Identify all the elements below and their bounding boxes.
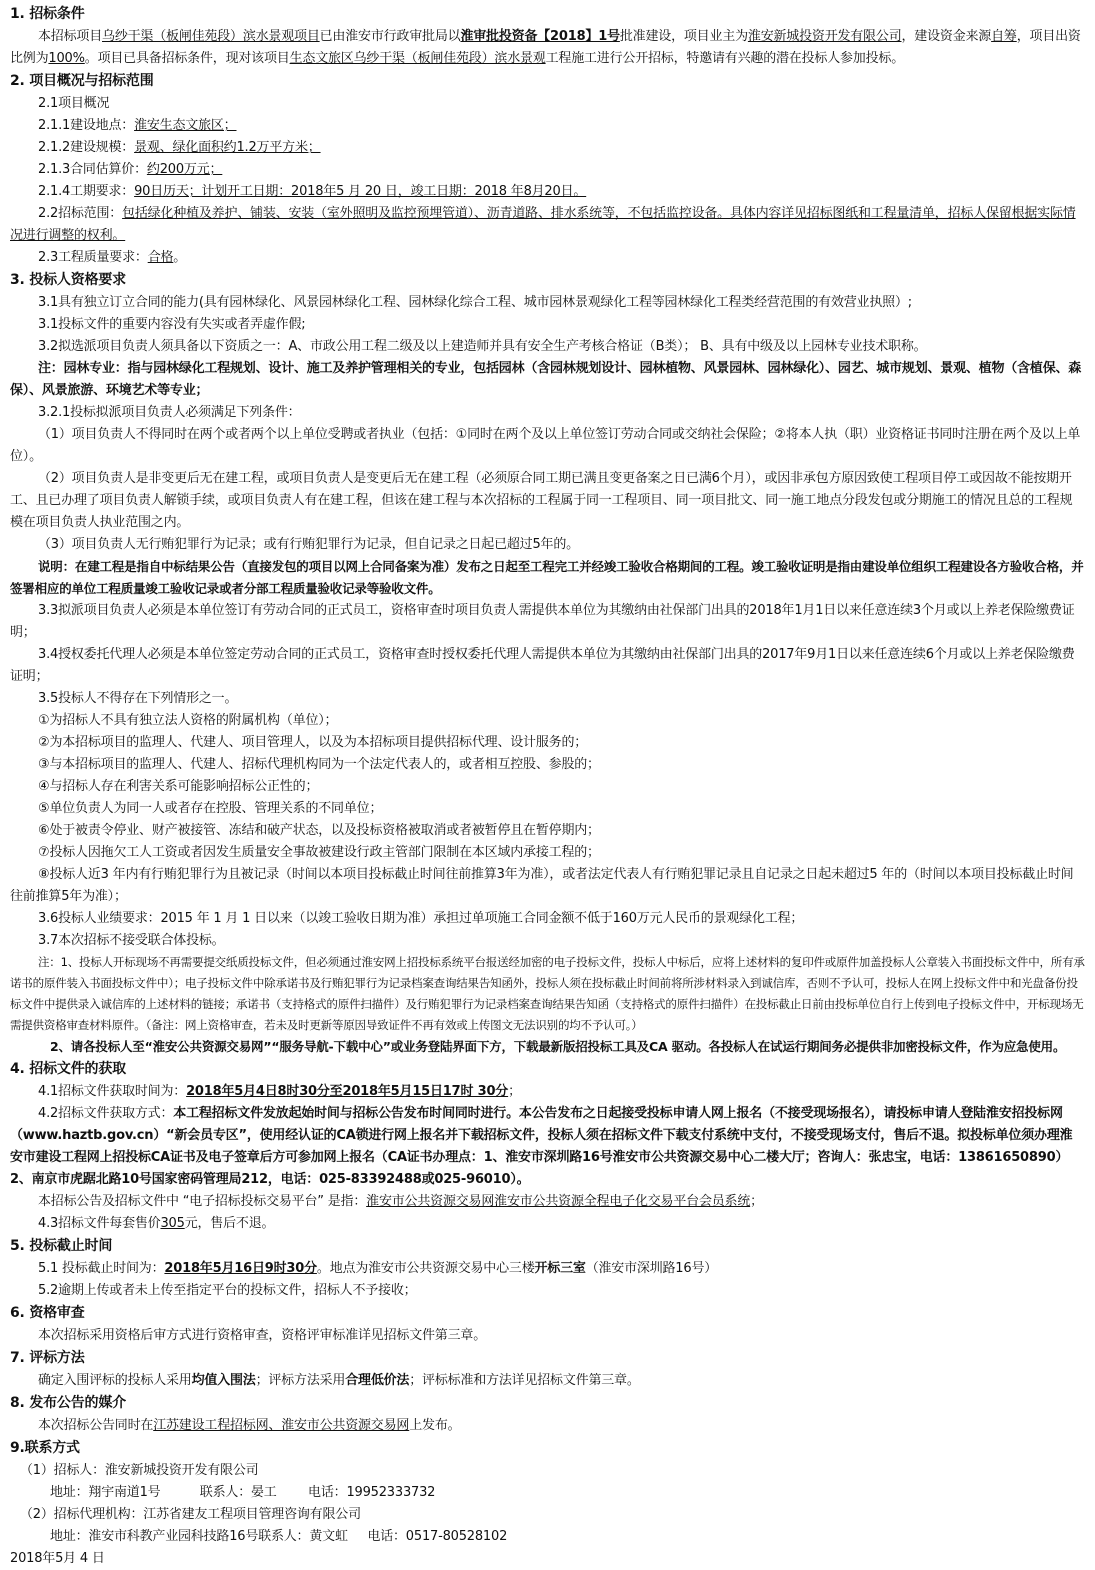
deadline: 2018年5月16日9时30分	[164, 1261, 317, 1276]
method-b: 合理低价法	[345, 1373, 410, 1388]
doc-price-line	[10, 1213, 1085, 1235]
project-name: 乌纱干渠（板闸佳苑段）滨水景观项目	[102, 29, 320, 44]
doc-method-line	[10, 1103, 1085, 1191]
text: 元，售后不退。	[184, 1216, 275, 1231]
end-date: 2018 年8月20日。	[474, 184, 587, 199]
value: 包括绿化种植及养护、铺装、安装（室外照明及监控预埋管道）、沥青道路、排水系统等，不包括监控设备。具体内容详见招标图纸和工程量清单，招标人保留根据实际情况进行调整的权利。	[10, 206, 1076, 243]
text: ；	[508, 1084, 521, 1099]
submission-note: 注：1、投标人开标现场不再需要提交纸质投标文件，但必须通过淮安网上招投标系统平台报送经加密的电子投标文件，投标人中标后，应将上述材料的复印件或原件加盖投标人公章装入书面投标文件中，所有承诺书的原件装入书面投标文件中）；电子投标文件中除承诺书及行贿犯罪行为记录档案查询结果告知函外，投标人须在投标截止时间前将所涉材料录入到诚信库，否则不予认可，投标人在网上投标文件中和光盘备份投标文件中提供录入诚信库的上述材料的链接；承诺书（支持格式的原件扫描件）及行贿犯罪行为记录档案查询结果告知函（支持格式的原件扫描件）在投标截止日前由投标单位自行上传到电子投标文件中，开标现场无需提供资格审查材料原件。（备注：网上资格审查，若未及时更新等原因导致证件不再有效或上传图文无法识别的均不予认可。）	[10, 955, 1085, 1032]
download-note: 2、请各投标人至“淮安公共资源交易网”“服务导航-下载中心”或业务登陆界面下方，下载最新版招投标工具及CA 驱动。各投标人在试运行期间务必提供非加密投标文件，作为应急使用。	[50, 1039, 1066, 1054]
req-3-4: 3.4授权委托代理人必须是本单位签定劳动合同的正式员工，资格审查时授权委托代理人需提供本单位为其缴纳由社保部门出具的2017年9月1日以来任意连续6个月或以上养老保险缴费证明；	[10, 647, 1075, 684]
req-3-3: 3.3拟派项目负责人必须是本单位签订有劳动合同的正式员工，资格审查时项目负责人需提供本单位为其缴纳由社保部门出具的2018年1月1日以来任意连续3个月或以上养老保险缴费证明；	[10, 603, 1075, 640]
text: 。	[173, 250, 187, 265]
section-7-heading: 7. 评标方法	[10, 1350, 85, 1366]
list-item: ⑧投标人近3 年内有行贿犯罪行为且被记录（时间以本项目投标截止时间往前推算3年为准），或者法定代表人有行贿犯罪记录且自记录之日起未超过5 年的（时间以本项目投标截止时间往前推算5年为准）；	[10, 867, 1074, 904]
label: 5.1 投标截止时间为：	[38, 1261, 165, 1276]
list-item: ④与招标人存在利害关系可能影响招标公正性的；	[38, 779, 319, 794]
list-item: ①为招标人不具有独立法人资格的附属机构（单位）；	[38, 713, 338, 728]
late-line: 5.2逾期上传或者未上传至指定平台的投标文件，招标人不予接收；	[38, 1283, 417, 1298]
label: 2.1.3合同估算价：	[38, 162, 147, 177]
condition-3: （3）项目负责人无行贿犯罪行为记录；或有行贿犯罪行为记录，但自记录之日起已超过5年的。	[38, 537, 579, 552]
section-2-heading: 2. 项目概况与招标范围	[10, 73, 154, 89]
text: ，建设资金来源	[901, 29, 992, 44]
value: ，竣工日期：	[397, 184, 475, 199]
req-3-1: 3.1具有独立订立合同的能力(具有园林绿化、风景园林绿化工程、园林绿化综合工程、城市园林景观绿化工程等园林绿化工程类经营范围的有效营业执照）;	[38, 295, 912, 310]
section-9-heading: 9.联系方式	[10, 1440, 80, 1456]
text: 。项目已具备招标条件，现对该项目	[84, 51, 290, 66]
landscape-note: 注：园林专业：指与园林绿化工程规划、设计、施工及养护管理相关的专业，包括园林（含园林规划设计、园林植物、风景园林、园林绿化）、园艺、城市规划、景观、植物（含植保、森保）、风景旅游、环境艺术等专业；	[10, 361, 1082, 398]
value: 合格	[147, 250, 174, 265]
text: ；	[750, 1194, 763, 1209]
label: 本招标公告及招标文件中 “电子招标投标交易平台” 是指：	[38, 1194, 367, 1209]
section-1-heading: 1. 招标条件	[10, 6, 85, 22]
media-line	[10, 1415, 1085, 1437]
section-3-heading: 3. 投标人资格要求	[10, 272, 126, 288]
label: 2.1.4工期要求：	[38, 184, 135, 199]
req-3-2-1: 3.2.1投标拟派项目负责人必须满足下列条件：	[38, 405, 301, 420]
text: ；评标方法采用	[255, 1373, 346, 1388]
explanation-note: 说明：在建工程是指自中标结果公告（直接发包的项目以网上合同备案为准）发布之日起至工程完工并经竣工验收合格期间的工程。竣工验收证明是指由建设单位组织工程建设各方验收合格，并签署相应的单位工程质量竣工验收记录或者分部工程质量验收记录等验收文件。	[10, 559, 1084, 596]
text: 确定入围评标的投标人采用	[38, 1373, 192, 1388]
condition-2: （2）项目负责人是非变更后无在建工程，或项目负责人是变更后无在建工程（必须原合同工期已满且变更备案之日已满6个月），或因非承包方原因致使工程项目停工或因故不能按期开工、且已办理了项目负责人解锁手续，或项目负责人有在建工程，但该在建工程与本次招标的工程属于同一工程项目、同一项目批文、同一施工地点分段发包或分期施工的情况且总的工程规模在项目负责人执业范围之内。	[10, 471, 1073, 530]
condition-1: （1）项目负责人不得同时在两个或者两个以上单位受聘或者执业（包括：①同时在两个及以上单位签订劳动合同或交纳社会保险；②将本人执（职）业资格证书同时注册在两个及以上单位）。	[10, 427, 1081, 464]
doc-method: 本工程招标文件发放起始时间与招标公告发布时间同时进行。本公告发布之日起接受投标申请人网上报名（不接受现场报名），请投标申请人登陆淮安招投标网（www.haztb.gov.cn）“新会员专区”，使用经认证的CA锁进行网上报名并下载招标文件，投标人须在招标文件下载支付系统中支付，不接受现场支付，售后不退。拟投标单位须办理淮安市建设工程网上招投标CA证书及电子签章后方可参加网上报名（CA证书办理点：1、淮安市深圳路16号淮安市公共资源交易中心二楼大厅；咨询人：张忠宝，电话：13861650890）2、南京市虎踞北路10号国家密码管理局212，电话：025-83392488或025-96010）。	[10, 1106, 1073, 1187]
scale-line	[10, 137, 1085, 159]
room: 开标三室	[534, 1261, 586, 1276]
scope-line	[10, 203, 1085, 247]
value: 淮安生态文旅区；	[134, 118, 237, 133]
owner-name: 淮安新城投资开发有限公司	[747, 29, 902, 44]
doc-time: 2018年5月4日8时30分至2018年5月15日17时 30分	[186, 1084, 509, 1099]
list-item: ②为本招标项目的监理人、代建人、项目管理人，以及为本招标项目提供招标代理、设计服务的；	[38, 735, 588, 750]
section-4-heading: 4. 招标文件的获取	[10, 1061, 126, 1077]
req-3-2: 3.2拟选派项目负责人须具备以下资质之一：A、市政公用工程二级及以上建造师并具有安全生产考核合格证（B类）； B、具有中级及以上园林专业技术职称。	[38, 339, 927, 354]
label: 4.2招标文件获取方式：	[38, 1106, 174, 1121]
label: 2.3工程质量要求：	[38, 250, 148, 265]
quality-line	[10, 247, 1085, 269]
req-3-1b: 3.1投标文件的重要内容没有失实或者弄虚作假;	[38, 317, 306, 332]
schedule-line	[10, 181, 1085, 203]
tenderer-address: 地址：翔宇南道1号 联系人：晏工 电话：19952333732	[50, 1485, 436, 1500]
req-3-6: 3.6投标人业绩要求：2015 年 1 月 1 日以来（以竣工验收日期为准）承担过单项施工合同金额不低于160万元人民币的景观绿化工程；	[38, 911, 804, 926]
section-5-heading: 5. 投标截止时间	[10, 1238, 113, 1254]
section-8-heading: 8. 发布公告的媒介	[10, 1395, 126, 1411]
platform-name: 淮安市公共资源交易网淮安市公共资源全程电子化交易平台会员系统	[366, 1194, 751, 1209]
fund-source: 自筹	[991, 29, 1017, 44]
list-item: ⑤单位负责人为同一人或者存在控股、管理关系的不同单位；	[38, 801, 383, 816]
doc-price: 305	[160, 1216, 185, 1231]
tenderer-line: （1）招标人：淮安新城投资开发有限公司	[20, 1463, 259, 1478]
section-1-body	[10, 26, 1085, 70]
list-item: ⑦投标人因拖欠工人工资或者因发生质量安全事故被建设行政主管部门限制在本区域内承接工程的；	[38, 845, 600, 860]
text: 本招标项目	[38, 29, 103, 44]
list-item: ⑥处于被责令停业、财产被接管、冻结和破产状态，以及投标资格被取消或者被暂停且在暂停期内；	[38, 823, 600, 838]
agent-line: （2）招标代理机构：江苏省建友工程项目管理咨询有限公司	[20, 1507, 361, 1522]
agent-address: 地址：淮安市科教产业园科技路16号联系人：黄文虹 电话：0517-80528102	[50, 1529, 508, 1544]
overview-line: 2.1项目概况	[38, 96, 110, 111]
label: 4.3招标文件每套售价	[38, 1216, 161, 1231]
method-line	[10, 1370, 1085, 1392]
text: 工程施工进行公开招标，特邀请有兴趣的潜在投标人参加投标。	[545, 51, 905, 66]
section-6-heading: 6. 资格审查	[10, 1305, 85, 1321]
list-item: ③与本招标项目的监理人、代建人、招标代理机构同为一个法定代表人的，或者相互控股、参股的；	[38, 757, 600, 772]
price-line	[10, 159, 1085, 181]
text: 。地点为淮安市公共资源交易中心三楼	[316, 1261, 535, 1276]
label: 4.1招标文件获取时间为：	[38, 1084, 187, 1099]
label: 2.2招标范围：	[38, 206, 123, 221]
deadline-line	[10, 1258, 1085, 1280]
text: ；评标标准和方法详见招标文件第三章。	[409, 1373, 640, 1388]
value: 景观、绿化面积约1.2万平方米；	[134, 140, 321, 155]
approval-number: 淮审批投资备【2018】1号	[460, 29, 620, 44]
text: ，项目出资比例为	[10, 29, 1081, 66]
value: 约200万元；	[146, 162, 223, 177]
value: 90日历天；计划开工日期：	[134, 184, 292, 199]
label: 2.1.1建设地点：	[38, 118, 135, 133]
req-3-7: 3.7本次招标不接受联合体投标。	[38, 933, 225, 948]
req-3-5: 3.5投标人不得存在下列情形之一。	[38, 691, 238, 706]
publish-date: 2018年5月 4 日	[10, 1551, 105, 1566]
doc-time-line	[10, 1081, 1085, 1103]
text: 上发布。	[409, 1418, 461, 1433]
platform-line	[10, 1191, 1085, 1213]
start-date: 2018年5 月 20 日	[291, 184, 398, 199]
text: 本次招标公告同时在	[38, 1418, 154, 1433]
text: （淮安市深圳路16号）	[585, 1261, 718, 1276]
project-title: 生态文旅区乌纱干渠（板闸佳苑段）滨水景观	[289, 51, 546, 66]
text: 批准建设，项目业主为	[619, 29, 748, 44]
text: 已由淮安市行政审批局以	[319, 29, 461, 44]
label: 2.1.2建设规模：	[38, 140, 135, 155]
fund-ratio: 100%	[48, 51, 85, 66]
method-a: 均值入围法	[191, 1373, 256, 1388]
location-line	[10, 115, 1085, 137]
media-names: 江苏建设工程招标网、淮安市公共资源交易网	[153, 1418, 410, 1433]
review-line: 本次招标采用资格后审方式进行资格审查，资格评审标准详见招标文件第三章。	[38, 1328, 487, 1343]
